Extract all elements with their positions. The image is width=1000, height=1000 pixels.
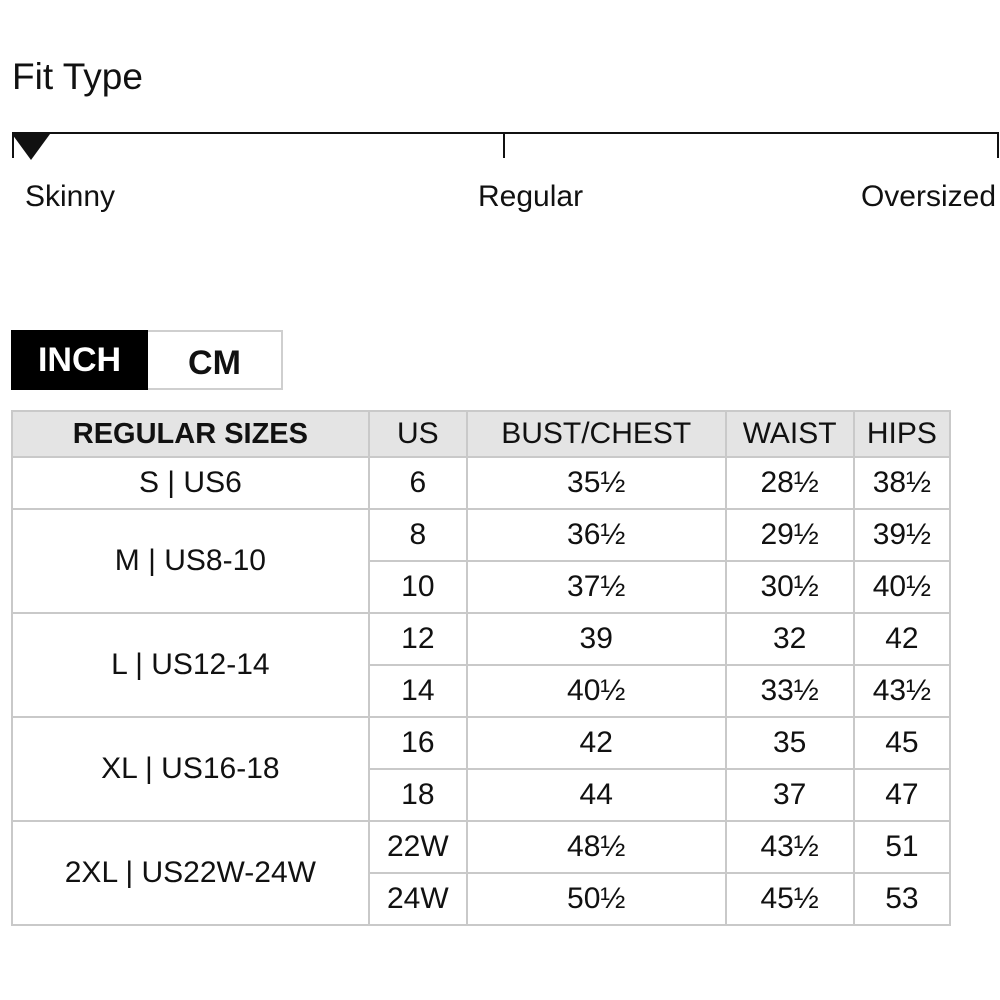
hips-cell: 42 — [854, 613, 950, 665]
waist-cell: 43½ — [726, 821, 854, 873]
waist-cell: 32 — [726, 613, 854, 665]
fit-type-title: Fit Type — [12, 56, 143, 97]
us-cell: 22W — [369, 821, 467, 873]
bust-cell: 37½ — [467, 561, 726, 613]
size-label: XL | US16-18 — [12, 717, 369, 821]
hips-cell: 39½ — [854, 509, 950, 561]
fit-label-regular: Regular — [478, 180, 584, 213]
header-waist: WAIST — [726, 411, 854, 457]
bust-cell: 42 — [467, 717, 726, 769]
waist-cell: 28½ — [726, 457, 854, 509]
bust-cell: 48½ — [467, 821, 726, 873]
size-label: L | US12-14 — [12, 613, 369, 717]
fit-label-oversized: Oversized — [860, 180, 996, 213]
size-label: M | US8-10 — [12, 509, 369, 613]
unit-cm-button[interactable]: CM — [148, 330, 283, 390]
bust-cell: 35½ — [467, 457, 726, 509]
header-us: US — [369, 411, 467, 457]
waist-cell: 45½ — [726, 873, 854, 925]
header-bust-chest: BUST/CHEST — [467, 411, 726, 457]
size-chart-table — [11, 410, 951, 926]
table-row — [12, 613, 950, 665]
fit-scale — [12, 132, 1000, 162]
us-cell: 12 — [369, 613, 467, 665]
hips-cell: 51 — [854, 821, 950, 873]
table-row — [12, 717, 950, 769]
header-regular-sizes: REGULAR SIZES — [12, 411, 369, 457]
table-row — [12, 821, 950, 873]
fit-marker-triangle-icon — [12, 134, 50, 160]
hips-cell: 38½ — [854, 457, 950, 509]
us-cell: 10 — [369, 561, 467, 613]
hips-cell: 53 — [854, 873, 950, 925]
waist-cell: 29½ — [726, 509, 854, 561]
waist-cell: 37 — [726, 769, 854, 821]
header-hips: HIPS — [854, 411, 950, 457]
bust-cell: 36½ — [467, 509, 726, 561]
fit-scale-tick-right — [997, 132, 999, 158]
waist-cell: 33½ — [726, 665, 854, 717]
bust-cell: 40½ — [467, 665, 726, 717]
us-cell: 6 — [369, 457, 467, 509]
fit-scale-tick-middle — [503, 132, 505, 158]
us-cell: 24W — [369, 873, 467, 925]
table-row — [12, 509, 950, 561]
table-row — [12, 457, 950, 509]
hips-cell: 40½ — [854, 561, 950, 613]
waist-cell: 30½ — [726, 561, 854, 613]
us-cell: 8 — [369, 509, 467, 561]
waist-cell: 35 — [726, 717, 854, 769]
table-header-row — [12, 411, 950, 457]
us-cell: 14 — [369, 665, 467, 717]
hips-cell: 43½ — [854, 665, 950, 717]
us-cell: 18 — [369, 769, 467, 821]
unit-toggle — [11, 330, 283, 390]
size-label: 2XL | US22W-24W — [12, 821, 369, 925]
hips-cell: 47 — [854, 769, 950, 821]
hips-cell: 45 — [854, 717, 950, 769]
bust-cell: 44 — [467, 769, 726, 821]
size-label: S | US6 — [12, 457, 369, 509]
bust-cell: 50½ — [467, 873, 726, 925]
unit-inch-button[interactable]: INCH — [11, 330, 148, 390]
fit-label-skinny: Skinny — [25, 180, 116, 213]
us-cell: 16 — [369, 717, 467, 769]
fit-scale-line — [12, 132, 998, 134]
bust-cell: 39 — [467, 613, 726, 665]
